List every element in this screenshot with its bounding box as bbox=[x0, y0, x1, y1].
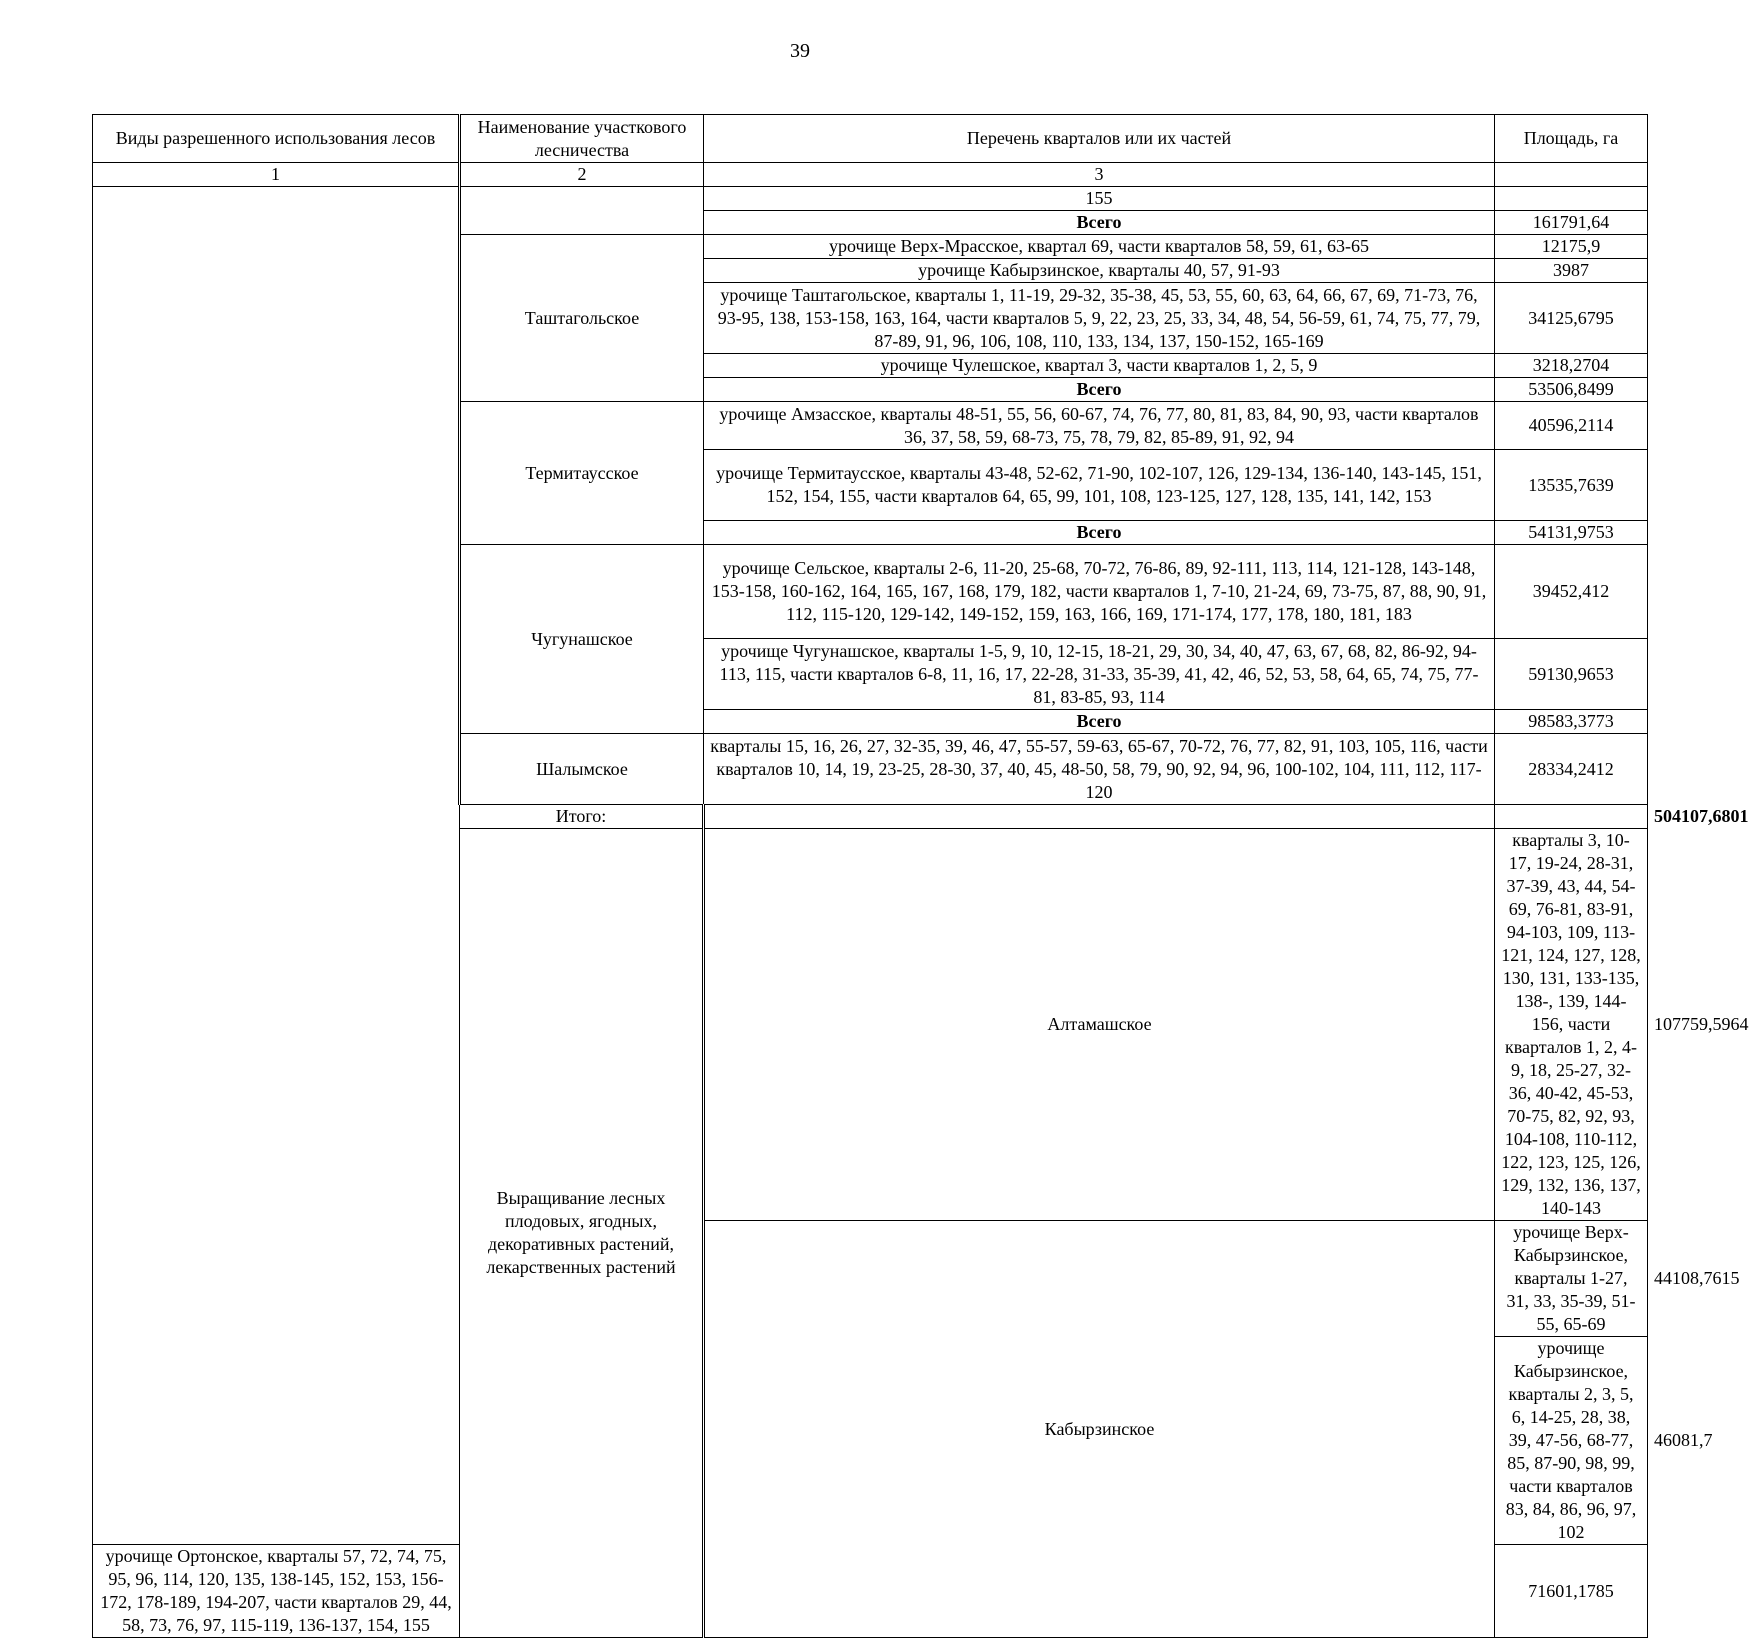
quarters-cell: урочище Чулешское, квартал 3, части кварталов 1, 2, 5, 9 bbox=[704, 354, 1495, 378]
header-forestry: Наименование участкового лесничества bbox=[460, 115, 704, 163]
col-number-2: 2 bbox=[460, 163, 704, 187]
quarters-cell: урочище Термитаусское, кварталы 43-48, 52-62, 71-90, 102-107, 126, 129-134, 136-140, 143-145, 151, 152, 154, 155, части кварталов 64, 65, 99, 101, 108, 123-125, 127, 128, 135, 141, 142, 153 bbox=[704, 450, 1495, 521]
grand-total-label: Итого: bbox=[460, 805, 704, 829]
col-number-4 bbox=[1495, 163, 1648, 187]
header-quarters: Перечень кварталов или их частей bbox=[704, 115, 1495, 163]
area-cell bbox=[1495, 187, 1648, 211]
use-type-name: Выращивание лесных плодовых, ягодных, декоративных растений, лекарственных растений bbox=[460, 829, 704, 1638]
header-area: Площадь, га bbox=[1495, 115, 1648, 163]
use-type-cell-empty bbox=[93, 187, 460, 1545]
total-area: 54131,9753 bbox=[1495, 521, 1648, 545]
area-cell: 3218,2704 bbox=[1495, 354, 1648, 378]
forestry-name: Термитаусское bbox=[460, 402, 704, 545]
quarters-cell: 155 bbox=[704, 187, 1495, 211]
quarters-cell: кварталы 15, 16, 26, 27, 32-35, 39, 46, 47, 55-57, 59-63, 65-67, 70-72, 76, 77, 82, 91, 103, 105, 116, части кварталов 10, 14, 19, 23-25, 28-30, 37, 40, 45, 48-50, 58, 79, 90, 92, 94, 96, 100-102, 104, 111, 112, 117-120 bbox=[704, 734, 1495, 805]
header-use-type: Виды разрешенного использования лесов bbox=[93, 115, 460, 163]
quarters-cell: урочище Кабырзинское, кварталы 40, 57, 91-93 bbox=[704, 259, 1495, 283]
area-cell: 71601,1785 bbox=[1495, 1545, 1648, 1638]
numbering-row bbox=[93, 163, 1648, 187]
forestry-name: Алтамашское bbox=[704, 829, 1495, 1221]
quarters-cell: урочище Ортонское, кварталы 57, 72, 74, 75, 95, 96, 114, 120, 135, 138-145, 152, 153, 156-172, 178-189, 194-207, части кварталов 29, 44, 58, 73, 76, 97, 115-119, 136-137, 154, 155 bbox=[93, 1545, 460, 1638]
quarters-cell: урочище Верх-Кабырзинское, кварталы 1-27, 31, 33, 35-39, 51-55, 65-69 bbox=[1495, 1221, 1648, 1337]
table-row: Кабырзинское урочище Верх-Кабырзинское, кварталы 1-27, 31, 33, 35-39, 51-55, 65-69 44108,7615 bbox=[93, 1221, 1648, 1337]
forestry-name: Кабырзинское bbox=[704, 1221, 1495, 1638]
total-area: 53506,8499 bbox=[1495, 378, 1648, 402]
forest-quarters-table bbox=[92, 114, 1749, 1638]
total-label: Всего bbox=[704, 211, 1495, 235]
area-cell: 28334,2412 bbox=[1495, 734, 1648, 805]
quarters-cell: кварталы 3, 10-17, 19-24, 28-31, 37-39, 43, 44, 54-69, 76-81, 83-91, 94-103, 109, 113-121, 124, 127, 128, 130, 131, 133-135, 138-, 139, 144-156, части кварталов 1, 2, 4-9, 18, 25-27, 32-36, 40-42, 45-53, 70-75, 82, 92, 93, 104-108, 110-112, 122, 123, 125, 126, 129, 132, 136, 137, 140-143 bbox=[1495, 829, 1648, 1221]
area-cell: 13535,7639 bbox=[1495, 450, 1648, 521]
grand-total-empty bbox=[704, 805, 1495, 829]
col-number-1: 1 bbox=[93, 163, 460, 187]
area-cell: 39452,412 bbox=[1495, 545, 1648, 639]
forestry-name: Шалымское bbox=[460, 734, 704, 805]
area-cell: 40596,2114 bbox=[1495, 402, 1648, 450]
area-cell: 3987 bbox=[1495, 259, 1648, 283]
area-cell: 12175,9 bbox=[1495, 235, 1648, 259]
total-label: Всего bbox=[704, 521, 1495, 545]
area-cell: 34125,6795 bbox=[1495, 283, 1648, 354]
header-row bbox=[93, 115, 1648, 163]
table-row bbox=[93, 187, 1648, 211]
total-label: Всего bbox=[704, 378, 1495, 402]
col-number-3: 3 bbox=[704, 163, 1495, 187]
quarters-cell: урочище Амзасское, кварталы 48-51, 55, 56, 60-67, 74, 76, 77, 80, 81, 83, 84, 90, 93, части кварталов 36, 37, 58, 59, 68-73, 75, 78, 79, 82, 85-89, 91, 92, 94 bbox=[704, 402, 1495, 450]
area-cell: 59130,9653 bbox=[1495, 639, 1648, 710]
forestry-name: Таштагольское bbox=[460, 235, 704, 402]
quarters-cell: урочище Таштагольское, кварталы 1, 11-19, 29-32, 35-38, 45, 53, 55, 60, 63, 64, 66, 67, 69, 71-73, 76, 93-95, 138, 153-158, 163, 164, части кварталов 5, 9, 22, 23, 25, 33, 34, 48, 54, 56-59, 61, 74, 75, 77, 79, 87-89, 91, 96, 106, 108, 110, 133, 134, 137, 150-152, 165-169 bbox=[704, 283, 1495, 354]
table-row: Выращивание лесных плодовых, ягодных, декоративных растений, лекарственных растений Алтамашское кварталы 3, 10-17, 19-24, 28-31, 37-39, 43, 44, 54-69, 76-81, 83-91, 94-103, 109, 113-121, 124, 127, 128, 130, 131, 133-135, 138-, 139, 144-156, части кварталов 1, 2, 4-9, 18, 25-27, 32-36, 40-42, 45-53, 70-75, 82, 92, 93, 104-108, 110-112, 122, 123, 125, 126, 129, 132, 136, 137, 140-143 107759,5964 bbox=[93, 829, 1648, 1221]
total-area: 161791,64 bbox=[1495, 211, 1648, 235]
quarters-cell: урочище Верх-Мрасское, квартал 69, части кварталов 58, 59, 61, 63-65 bbox=[704, 235, 1495, 259]
grand-total-empty bbox=[1495, 805, 1648, 829]
table-row: урочище Кабырзинское, кварталы 2, 3, 5, 6, 14-25, 28, 38, 39, 47-56, 68-77, 85, 87-90, 98, 99, части кварталов 83, 84, 86, 96, 97, 102 46081,7 bbox=[93, 1337, 1648, 1545]
total-area: 98583,3773 bbox=[1495, 710, 1648, 734]
forestry-cell-empty bbox=[460, 187, 704, 235]
grand-total-row: Итого: 504107,6801 bbox=[93, 805, 1648, 829]
page-number: 39 bbox=[790, 40, 810, 62]
forestry-name: Чугунашское bbox=[460, 545, 704, 734]
quarters-cell: урочище Чугунашское, кварталы 1-5, 9, 10, 12-15, 18-21, 29, 30, 34, 40, 47, 63, 67, 68, 82, 86-92, 94-113, 115, части кварталов 6-8, 11, 16, 17, 22-28, 31-33, 35-39, 41, 42, 46, 52, 53, 58, 64, 65, 74, 75, 77-81, 83-85, 93, 114 bbox=[704, 639, 1495, 710]
quarters-cell: урочище Сельское, кварталы 2-6, 11-20, 25-68, 70-72, 76-86, 89, 92-111, 113, 114, 121-128, 143-148, 153-158, 160-162, 164, 165, 167, 168, 179, 182, части кварталов 1, 7-10, 21-24, 69, 73-75, 87, 88, 90, 91, 112, 115-120, 129-142, 149-152, 159, 163, 166, 169, 171-174, 177, 178, 180, 181, 183 bbox=[704, 545, 1495, 639]
quarters-cell: урочище Кабырзинское, кварталы 2, 3, 5, 6, 14-25, 28, 38, 39, 47-56, 68-77, 85, 87-90, 98, 99, части кварталов 83, 84, 86, 96, 97, 102 bbox=[1495, 1337, 1648, 1545]
total-label: Всего bbox=[704, 710, 1495, 734]
